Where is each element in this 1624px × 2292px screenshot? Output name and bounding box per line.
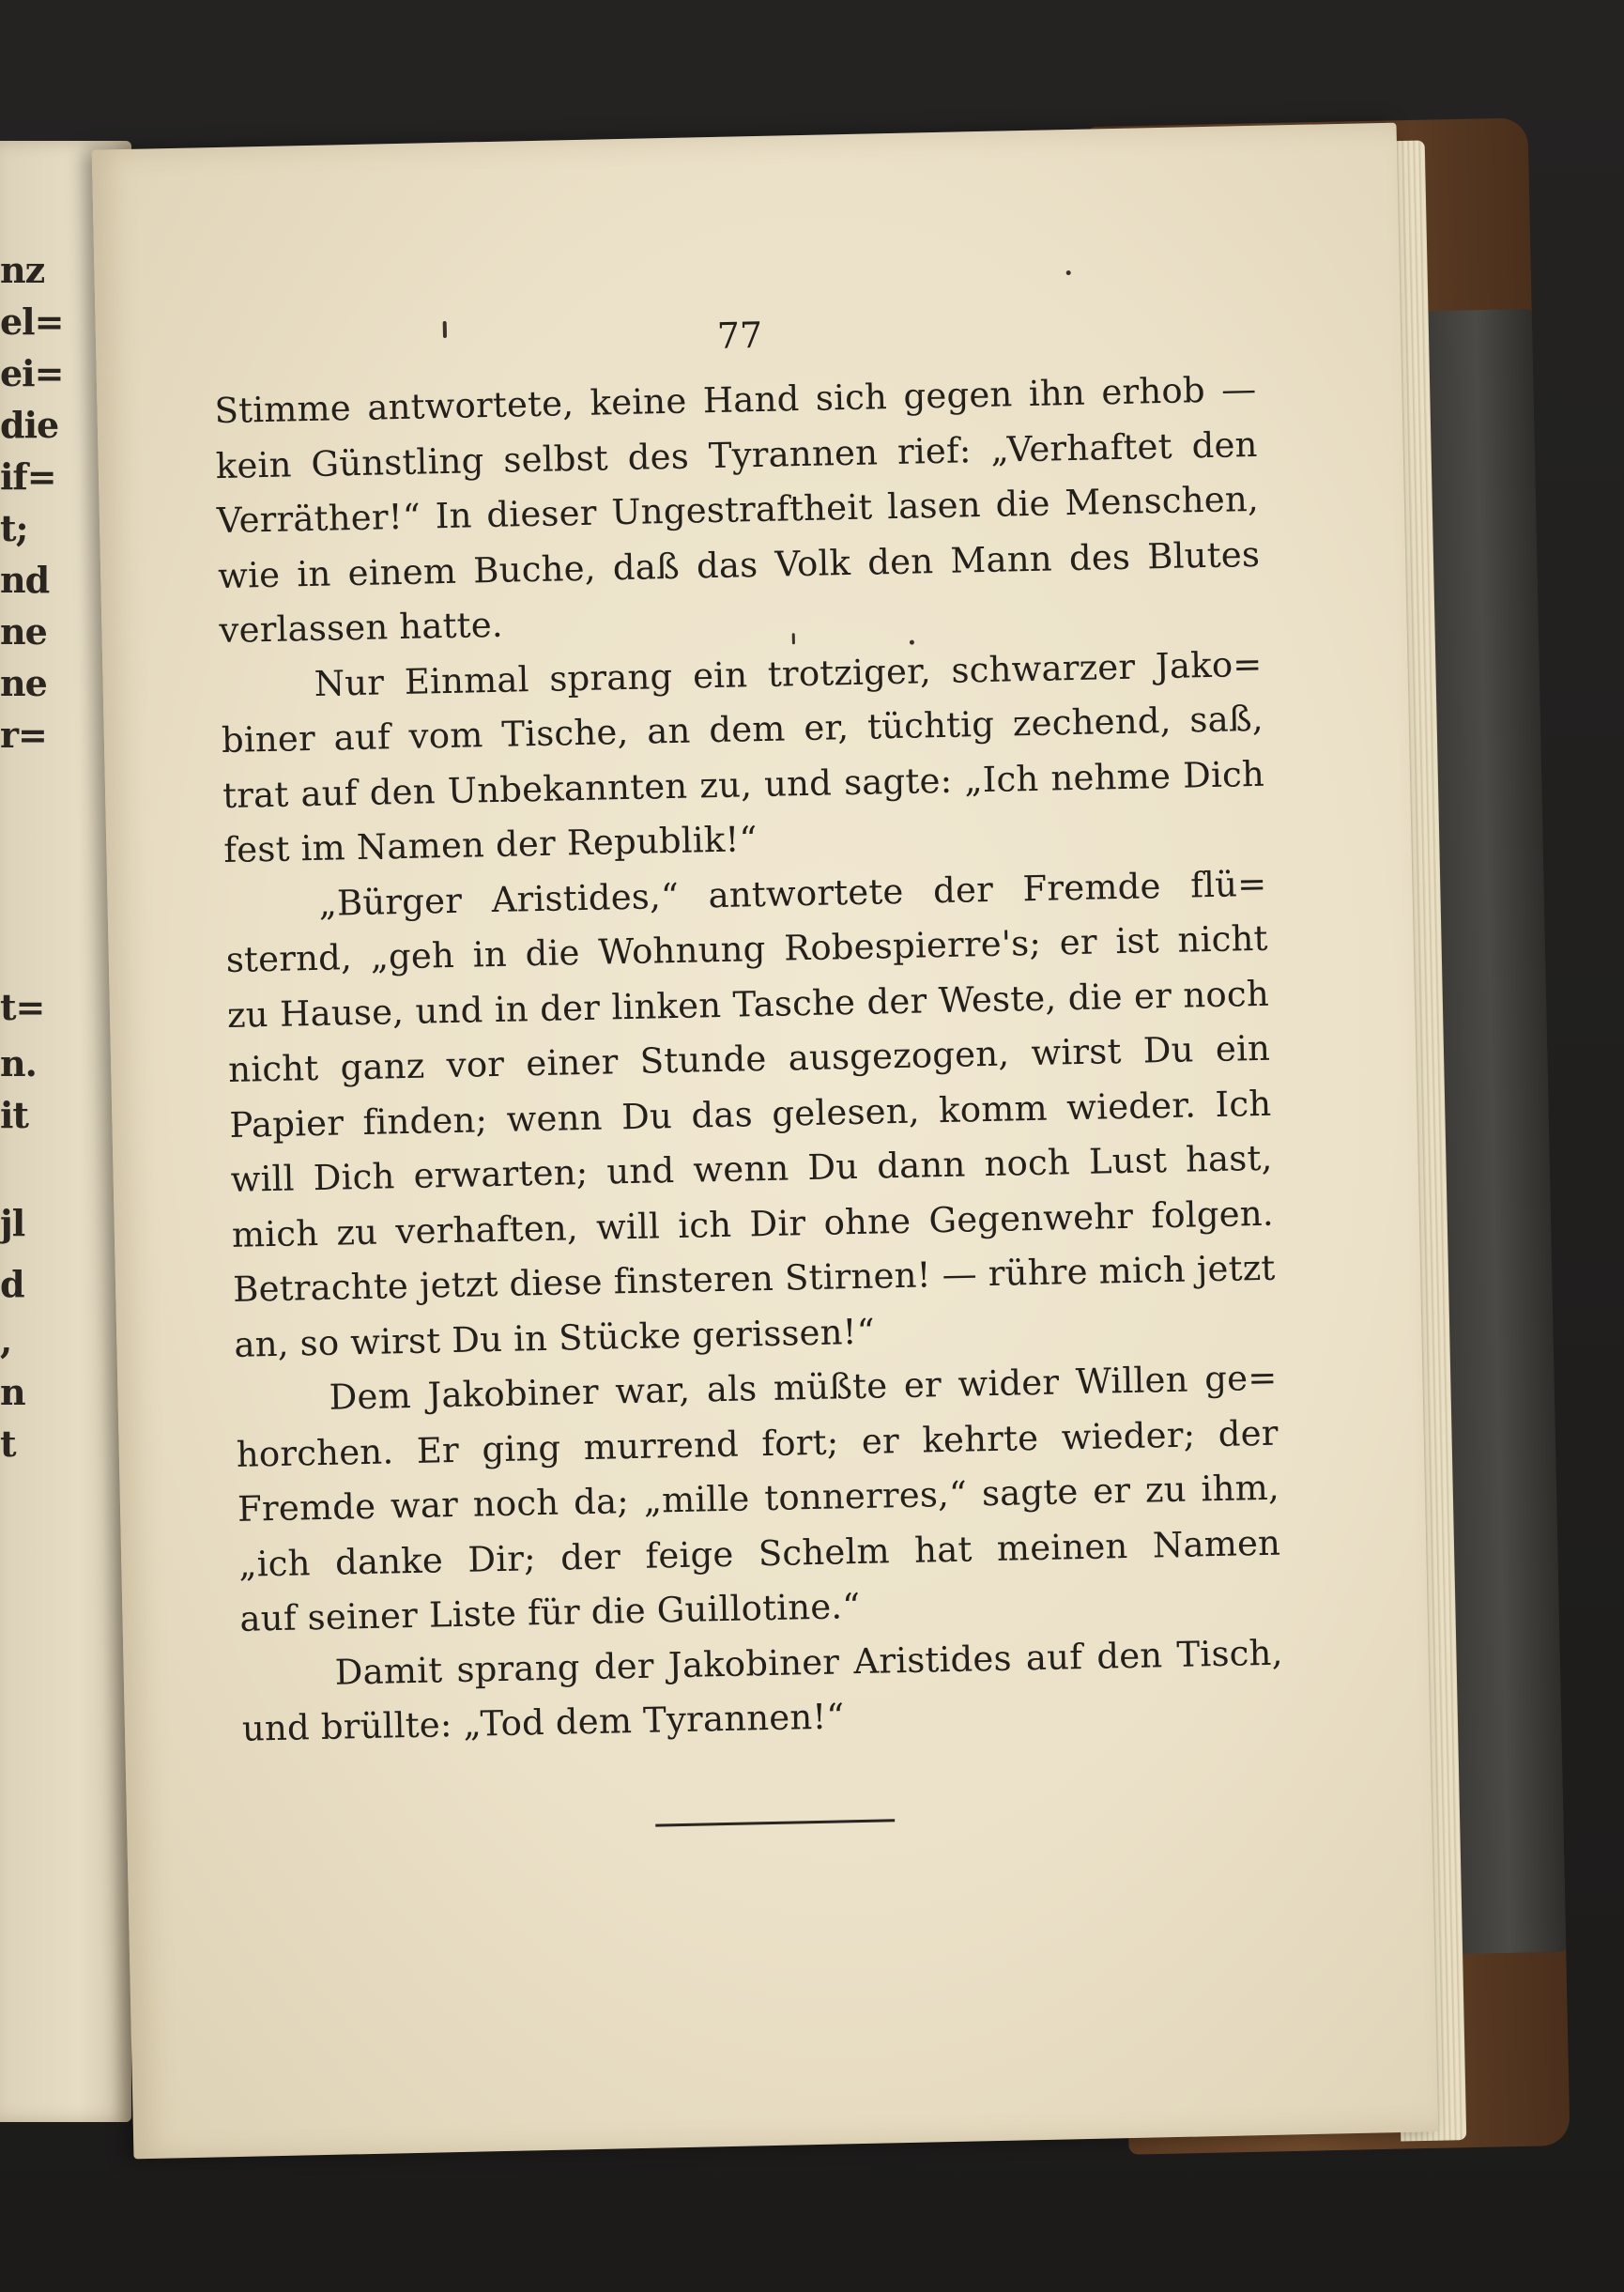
text-line: „Bürger Aristides,“ antwortete der Fremde flü= [318, 863, 1267, 924]
text-line: Papier finden; wenn Du das gelesen, komm wieder. Ich [229, 1083, 1272, 1146]
text-line: nicht ganz vor einer Stunde ausgezogen, wirst Du ein [227, 1027, 1271, 1090]
text-line: zu Hause, und in der linken Tasche der Weste, die er noch [226, 973, 1270, 1036]
text-line: wie in einem Buche, daß das Volk den Mann des Blutes [217, 533, 1261, 596]
text-line: Verräther!“ In dieser Ungestraftheit lasen die Menschen, [216, 478, 1260, 542]
left-page-fragment: nz [0, 249, 45, 291]
text-line: mich zu verhaften, will ich Dir ohne Gegenwehr folgen. [231, 1192, 1275, 1255]
left-page-fragment: el= [0, 300, 64, 343]
text-line: Fremde war noch da; „mille tonnerres,“ sagte er zu ihm, [237, 1467, 1280, 1530]
left-page-fragment: n [0, 1371, 25, 1413]
left-page-fragment: jl [0, 1202, 25, 1244]
text-line: will Dich erwarten; und wenn Du dann noch Lust hast, [230, 1137, 1273, 1200]
left-page-fragment: r= [0, 714, 47, 756]
text-line: Betrachte jetzt diese finsteren Stirnen! — rühre mich jetzt [232, 1247, 1276, 1310]
left-page-fragment: nd [0, 559, 50, 601]
text-line: Dem Jakobiner war, als müßte er wider Willen ge= [329, 1357, 1278, 1418]
text-line: Stimme antwortete, keine Hand sich gegen ihn erhob — [214, 368, 1257, 432]
page-number: 77 [716, 314, 763, 357]
left-page-fragment: ei= [0, 352, 64, 394]
left-page-fragment: , [0, 1319, 12, 1361]
text-line: fest im Namen der Republik!“ [222, 819, 758, 871]
left-page-fragment: ne [0, 610, 47, 653]
left-page-fragment: t; [0, 507, 28, 549]
book-page [92, 123, 1439, 2160]
text-line: verlassen hatte. [219, 604, 504, 652]
left-page-fragment: if= [0, 455, 56, 498]
text-line: Damit sprang der Jakobiner Aristides auf den Tisch, [334, 1632, 1283, 1693]
left-page-fragment: t= [0, 986, 45, 1028]
text-line: Nur Einmal sprang ein trotziger, schwarzer Jako= [314, 643, 1263, 704]
text-line: trat auf den Unbekannten zu, und sagte: „Ich nehme Dich [222, 753, 1265, 816]
left-page-fragment: it [0, 1094, 28, 1136]
text-line: biner auf vom Tische, an dem er, tüchtig zechend, saß, [221, 698, 1264, 761]
left-page-fragment: die [0, 404, 59, 446]
paper-speck [1066, 270, 1071, 275]
text-line: auf seiner Liste für die Guillotine.“ [239, 1585, 861, 1639]
page-text-block [213, 304, 1286, 1835]
left-page-fragment: n. [0, 1042, 37, 1084]
text-line: an, so wirst Du in Stücke gerissen!“ [233, 1311, 876, 1365]
text-line: sternd, „geh in die Wohnung Robespierre's; er ist nicht [225, 917, 1269, 980]
left-page-fragment: d [0, 1263, 24, 1305]
section-end-rule [655, 1819, 895, 1826]
text-line: kein Günstling selbst des Tyrannen rief: „Verhaftet den [215, 423, 1259, 486]
left-page-fragment: ne [0, 662, 47, 704]
text-line: „ich danke Dir; der feige Schelm hat meinen Namen [237, 1522, 1281, 1585]
text-line: horchen. Er ging murrend fort; er kehrte wieder; der [236, 1412, 1279, 1475]
left-page-fragment: t [0, 1423, 16, 1465]
text-line: und brüllte: „Tod dem Tyrannen!“ [241, 1696, 845, 1749]
